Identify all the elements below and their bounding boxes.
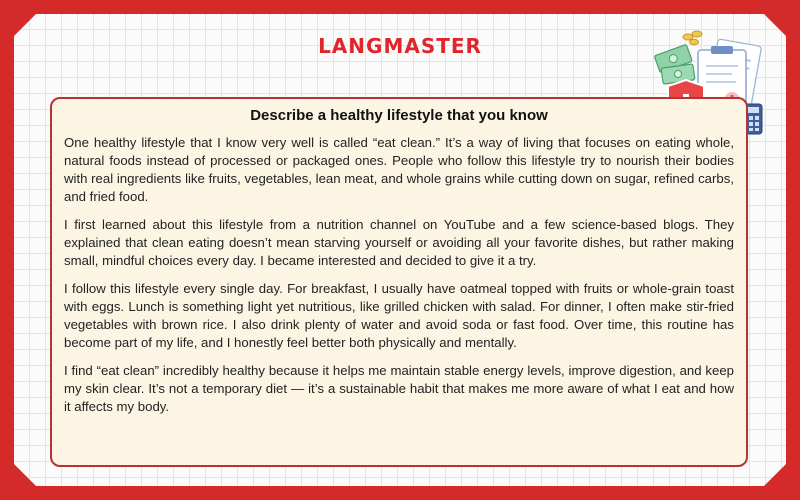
- essay-paragraph-2: I first learned about this lifestyle from a nutrition channel on YouTube and a few science-based blogs. They explained that clean eating doesn’t mean starving yourself or avoiding all your favorite dishes, but rather making small, mindful choices every day. I became interested and decided to give it a try.: [64, 217, 734, 268]
- essay-paragraph-4: I find “eat clean” incredibly healthy because it helps me maintain stable energy levels, improve digestion, and keep my skin clear. It’s not a temporary diet — it’s a sustainable habit that makes me more aware of what I eat and how it affects my body.: [64, 363, 734, 414]
- essay-paragraph-1: One healthy lifestyle that I know very well is called “eat clean.” It’s a way of living that focuses on eating whole, natural foods instead of processed or packaged ones. People who follow this lifestyle try to nourish their bodies with real ingredients like fruits, vegetables, lean meat, and whole grains while cutting down on sugar, refined carbs, and fried food.: [64, 135, 734, 204]
- essay-card: [50, 97, 748, 467]
- corner-decoration-top-left: [14, 14, 36, 36]
- essay-title: Describe a healthy lifestyle that you know: [250, 107, 548, 124]
- corner-decoration-bottom-left: [14, 464, 36, 486]
- brand-logo: LANGMASTER: [318, 34, 482, 58]
- essay-paragraph-3: I follow this lifestyle every single day. For breakfast, I usually have oatmeal topped with fruits or whole-grain toast with eggs. Lunch is something light yet nutritious, like grilled chicken with salad. For dinner, I often make stir-fried vegetables with brown rice. I also drink plenty of water and avoid soda or fast food. Over time, this routine has become part of my life, and I honestly feel better both physically and mentally.: [64, 281, 734, 350]
- corner-decoration-bottom-right: [764, 464, 786, 486]
